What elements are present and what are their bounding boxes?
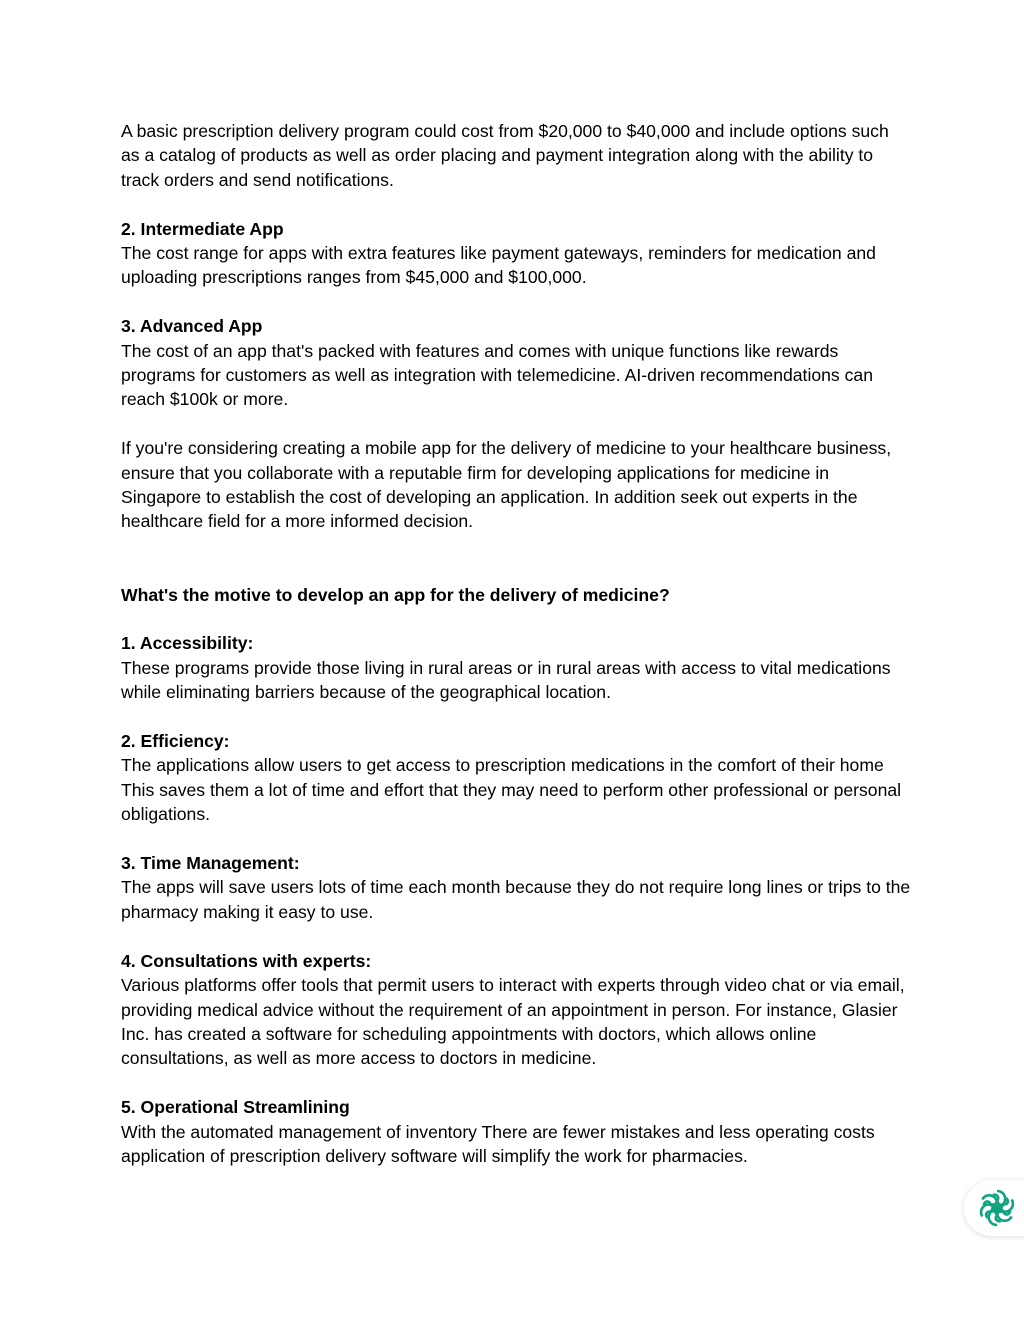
reason-heading-time-management: 3. Time Management: [121, 853, 300, 874]
document-page [121, 119, 911, 1168]
reason-body-accessibility: These programs provide those living in rural areas or in rural areas with access to vital medications while eliminating barriers because of the geographical location. [121, 657, 891, 703]
intermediate-app-heading: 2. Intermediate App [121, 218, 284, 239]
reason-heading-efficiency: 2. Efficiency: [121, 731, 230, 752]
motive-heading: What's the motive to develop an app for the delivery of medicine? [121, 584, 670, 605]
reason-body-operational-streamlining: With the automated management of inventory There are fewer mistakes and less operating costs application of prescription delivery software will simplify the work for pharmacies. [121, 1121, 875, 1166]
reason-body-consultations: Various platforms offer tools that permit users to interact with experts through video chat or via email, providing medical advice without the requirement of an appointment in person. For instance, Glasier Inc. has created a software for scheduling appointments with doctors, which allows online consultations, as well as more access to doctors in medicine. [121, 975, 905, 1069]
intermediate-app-paragraph: The cost range for apps with extra features like payment gateways, reminders for medication and uploading prescriptions ranges from $45,000 and $100,000. [121, 243, 876, 288]
intro-paragraph: A basic prescription delivery program could cost from $20,000 to $40,000 and include options such as a catalog of products as well as order placing and payment integration along with the ability to track orders and send notifications. [121, 121, 889, 190]
consider-paragraph: If you're considering creating a mobile app for the delivery of medicine to your healthcare business, ensure that you collaborate with a reputable firm for developing applications for medicine in Singapore to establish the cost of developing an application. In addition seek out experts in the healthcare field for a more informed decision. [121, 438, 892, 532]
reason-body-time-management: The apps will save users lots of time each month because they do not require long lines or trips to the pharmacy making it easy to use. [121, 877, 911, 922]
assistant-button[interactable] [964, 1180, 1024, 1236]
reason-body-efficiency: The applications allow users to get access to prescription medications in the comfort of their home This saves them a lot of time and effort that they may need to perform other professional or personal obligations. [121, 755, 902, 825]
advanced-app-heading: 3. Advanced App [121, 316, 263, 337]
reason-heading-operational-streamlining: 5. Operational Streamlining [121, 1097, 350, 1118]
advanced-app-paragraph: The cost of an app that's packed with features and comes with unique functions like rewards programs for customers as well as integration with telemedicine. AI-driven recommendations can reach $100k or more. [121, 340, 873, 410]
reason-heading-consultations: 4. Consultations with experts: [121, 950, 372, 971]
openai-knot-icon [976, 1187, 1018, 1229]
reason-heading-accessibility: 1. Accessibility: [121, 633, 254, 654]
